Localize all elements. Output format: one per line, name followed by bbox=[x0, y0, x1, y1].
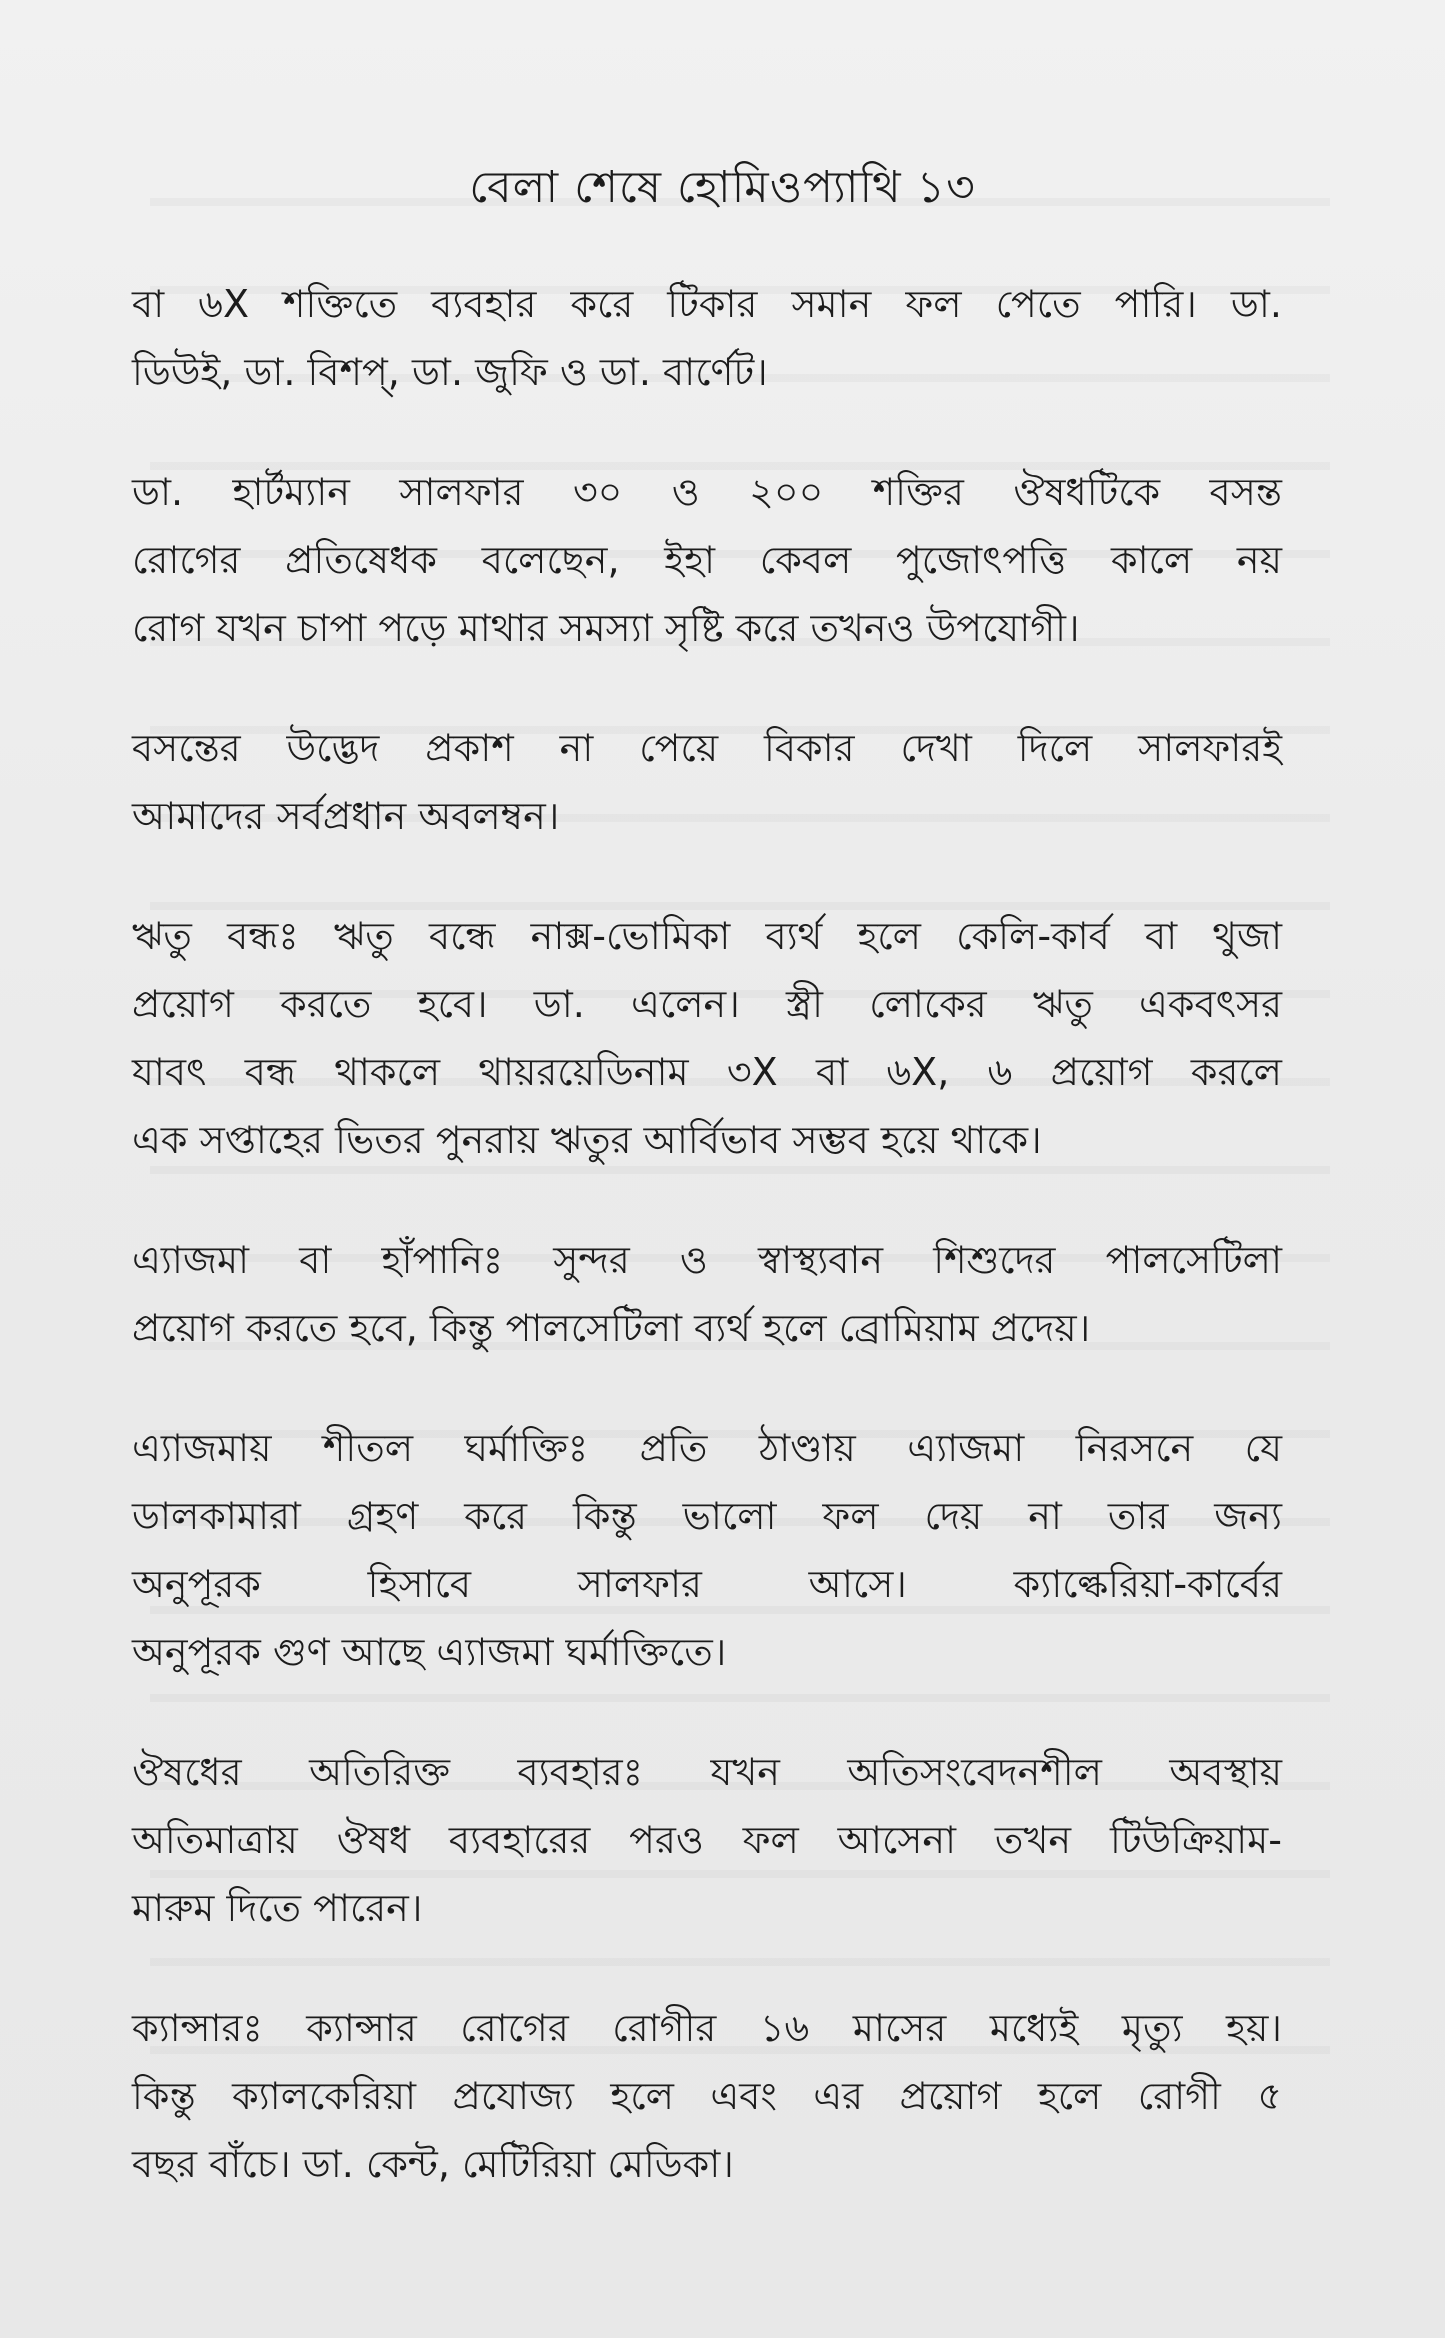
text-line: রোগ যখন চাপা পড়ে মাথার সমস্যা সৃষ্টি করে তখনও উপযোগী। bbox=[132, 606, 1080, 650]
text-line: প্রয়োগ করতে হবে। ডা. এলেন। স্ত্রী লোকের ঋতু একবৎসর bbox=[132, 982, 1282, 1026]
text-line: বছর বাঁচে। ডা. কেন্ট, মেটিরিয়া মেডিকা। bbox=[132, 2142, 734, 2186]
paragraph-amenorrhea bbox=[132, 902, 1282, 1174]
paragraph-cancer bbox=[132, 1994, 1282, 2198]
text-line: এ্যাজমায় শীতল ঘর্মাক্তিঃ প্রতি ঠাণ্ডায় এ্যাজমা নিরসনে যে bbox=[132, 1426, 1282, 1470]
text-line: ডা. হার্টম্যান সালফার ৩০ ও ২০০ শক্তির ঔষধটিকে বসন্ত bbox=[132, 470, 1282, 514]
paragraph-asthma-sweat bbox=[132, 1414, 1282, 1686]
paragraph-hartmann-sulphur bbox=[132, 458, 1282, 662]
paragraph-asthma bbox=[132, 1226, 1282, 1362]
text-line: বসন্তের উদ্ভেদ প্রকাশ না পেয়ে বিকার দেখা দিলে সালফারই bbox=[132, 726, 1282, 770]
text-line: মারুম দিতে পারেন। bbox=[132, 1886, 423, 1930]
text-line: যাবৎ বন্ধ থাকলে থায়রয়েডিনাম ৩X বা ৬X, ৬ প্রয়োগ করলে bbox=[132, 1050, 1282, 1094]
paragraph-smallpox-eruption bbox=[132, 714, 1282, 850]
text-line: কিন্তু ক্যালকেরিয়া প্রযোজ্য হলে এবং এর প্রয়োগ হলে রোগী ৫ bbox=[132, 2074, 1282, 2118]
text-line: ডিউই, ডা. বিশপ্, ডা. জুফি ও ডা. বার্ণেট। bbox=[132, 350, 768, 394]
text-line: অতিমাত্রায় ঔষধ ব্যবহারের পরও ফল আসেনা তখন টিউক্রিয়াম- bbox=[132, 1818, 1282, 1862]
text-line: ঋতু বন্ধঃ ঋতু বন্ধে নাক্স-ভোমিকা ব্যর্থ হলে কেলি-কার্ব বা থুজা bbox=[132, 914, 1282, 958]
text-line: অনুপূরক গুণ আছে এ্যাজমা ঘর্মাক্তিতে। bbox=[132, 1630, 727, 1674]
text-line: আমাদের সর্বপ্রধান অবলম্বন। bbox=[132, 794, 560, 838]
text-line: ডালকামারা গ্রহণ করে কিন্তু ভালো ফল দেয় না তার জন্য bbox=[132, 1494, 1282, 1538]
text-line: বা ৬X শক্তিতে ব্যবহার করে টিকার সমান ফল পেতে পারি। ডা. bbox=[132, 282, 1282, 326]
text-line: রোগের প্রতিষেধক বলেছেন, ইহা কেবল পুজোৎপত্তি কালে নয় bbox=[132, 538, 1282, 582]
paragraph-drug-overuse bbox=[132, 1738, 1282, 1942]
running-title: বেলা শেষে হোমিওপ্যাথি ১৩ bbox=[469, 162, 976, 213]
text-line: অনুপূরক হিসাবে সালফার আসে। ক্যাল্কেরিয়া-কার্বের bbox=[132, 1562, 1282, 1606]
text-line: ঔষধের অতিরিক্ত ব্যবহারঃ যখন অতিসংবেদনশীল অবস্থায় bbox=[132, 1750, 1282, 1794]
text-line: প্রয়োগ করতে হবে, কিন্তু পালসেটিলা ব্যর্থ হলে ব্রোমিয়াম প্রদেয়। bbox=[132, 1306, 1091, 1350]
text-line: এক সপ্তাহের ভিতর পুনরায় ঋতুর আর্বিভাব সম্ভব হয়ে থাকে। bbox=[132, 1118, 1042, 1162]
page-body bbox=[132, 270, 1282, 2250]
text-line: ক্যান্সারঃ ক্যান্সার রোগের রোগীর ১৬ মাসের মধ্যেই মৃত্যু হয়। bbox=[132, 2006, 1282, 2050]
text-line: এ্যাজমা বা হাঁপানিঃ সুন্দর ও স্বাস্থ্যবান শিশুদের পালসেটিলা bbox=[132, 1238, 1282, 1282]
paragraph-vaccine-potency bbox=[132, 270, 1282, 406]
